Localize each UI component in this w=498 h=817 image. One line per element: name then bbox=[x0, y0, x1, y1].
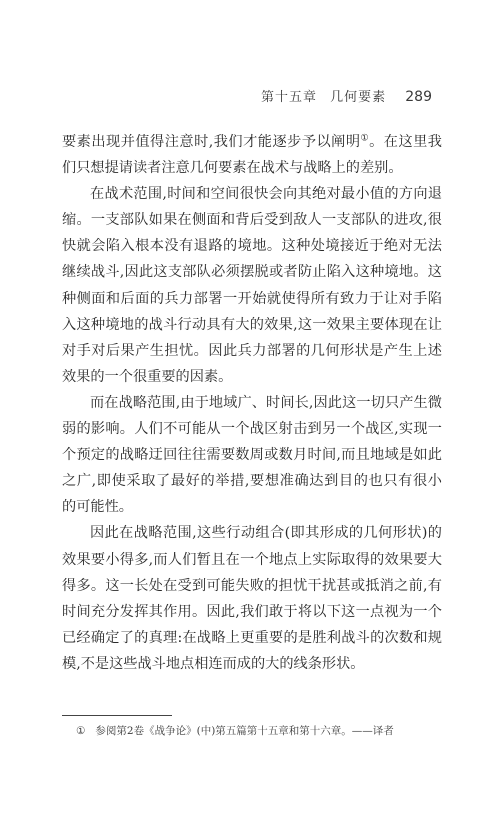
footnote-reference[interactable]: ① bbox=[360, 133, 370, 144]
paragraph-line: 模,不是这些战斗地点相连而成的大的线条形状。 bbox=[62, 655, 365, 672]
paragraph-line: 弱的影响。人们不可能从一个战区射击到另一个战区,实现一 bbox=[62, 421, 442, 438]
paragraph-line: 效果要小得多,而人们暂且在一个地点上实际取得的效果要大 bbox=[62, 551, 442, 568]
footnote bbox=[76, 723, 394, 738]
paragraph-line: 的可能性。 bbox=[62, 499, 133, 516]
paragraph-line: 个预定的战略迂回往往需要数周或数月时间,而且地域是如此 bbox=[62, 447, 442, 464]
paragraph-line: 对手对后果产生担忧。因此兵力部署的几何形状是产生上述 bbox=[62, 342, 442, 359]
chapter-title: 几何要素 bbox=[330, 90, 387, 105]
paragraph-line: 们只想提请读者注意几何要素在战术与战略上的差别。 bbox=[62, 160, 403, 177]
paragraph-line: 种侧面和后面的兵力部署一开始就使得所有致力于让对手陷 bbox=[62, 290, 442, 307]
footnote-divider bbox=[62, 715, 172, 716]
paragraph-line: 入这种境地的战斗行动具有大的效果,这一效果主要体现在让 bbox=[62, 316, 442, 333]
body-text bbox=[62, 129, 442, 677]
footnote-marker: ① bbox=[76, 725, 86, 737]
paragraph-line: 快就会陷入根本没有退路的境地。这种处境接近于绝对无法 bbox=[62, 238, 442, 255]
paragraph-line: 已经确定了的真理:在战略上更重要的是胜利战斗的次数和规 bbox=[62, 629, 442, 646]
paragraph-line: 继续战斗,因此这支部队必须摆脱或者防止陷入这种境地。这 bbox=[62, 264, 442, 281]
footnote-text: 参阅第2卷《战争论》(中)第五篇第十五章和第十六章。——译者 bbox=[95, 725, 394, 737]
paragraph-line: 之广,即使采取了最好的举措,要想准确达到目的也只有很小 bbox=[62, 473, 442, 490]
chapter-label: 第十五章 bbox=[260, 90, 317, 105]
paragraph-line: 缩。一支部队如果在侧面和背后受到敌人一支部队的进攻,很 bbox=[62, 212, 442, 229]
paragraph-line: 得多。这一长处在受到可能失败的担忧干扰甚或抵消之前,有 bbox=[62, 577, 442, 594]
paragraph-line: 时间充分发挥其作用。因此,我们敢于将以下这一点视为一个 bbox=[62, 603, 442, 620]
paragraph-line: 因此在战略范围,这些行动组合(即其形成的几何形状)的 bbox=[90, 525, 442, 542]
page-number: 289 bbox=[405, 89, 432, 105]
running-header bbox=[261, 86, 432, 105]
paragraph-line: 效果的一个很重要的因素。 bbox=[62, 368, 233, 385]
paragraph-line: 而在战略范围,由于地域广、时间长,因此这一切只产生微 bbox=[90, 394, 442, 411]
paragraph-line: 要素出现并值得注意时,我们才能逐步予以阐明①。在这里我 bbox=[62, 133, 442, 150]
paragraph-line: 在战术范围,时间和空间很快会向其绝对最小值的方向退 bbox=[90, 186, 442, 203]
